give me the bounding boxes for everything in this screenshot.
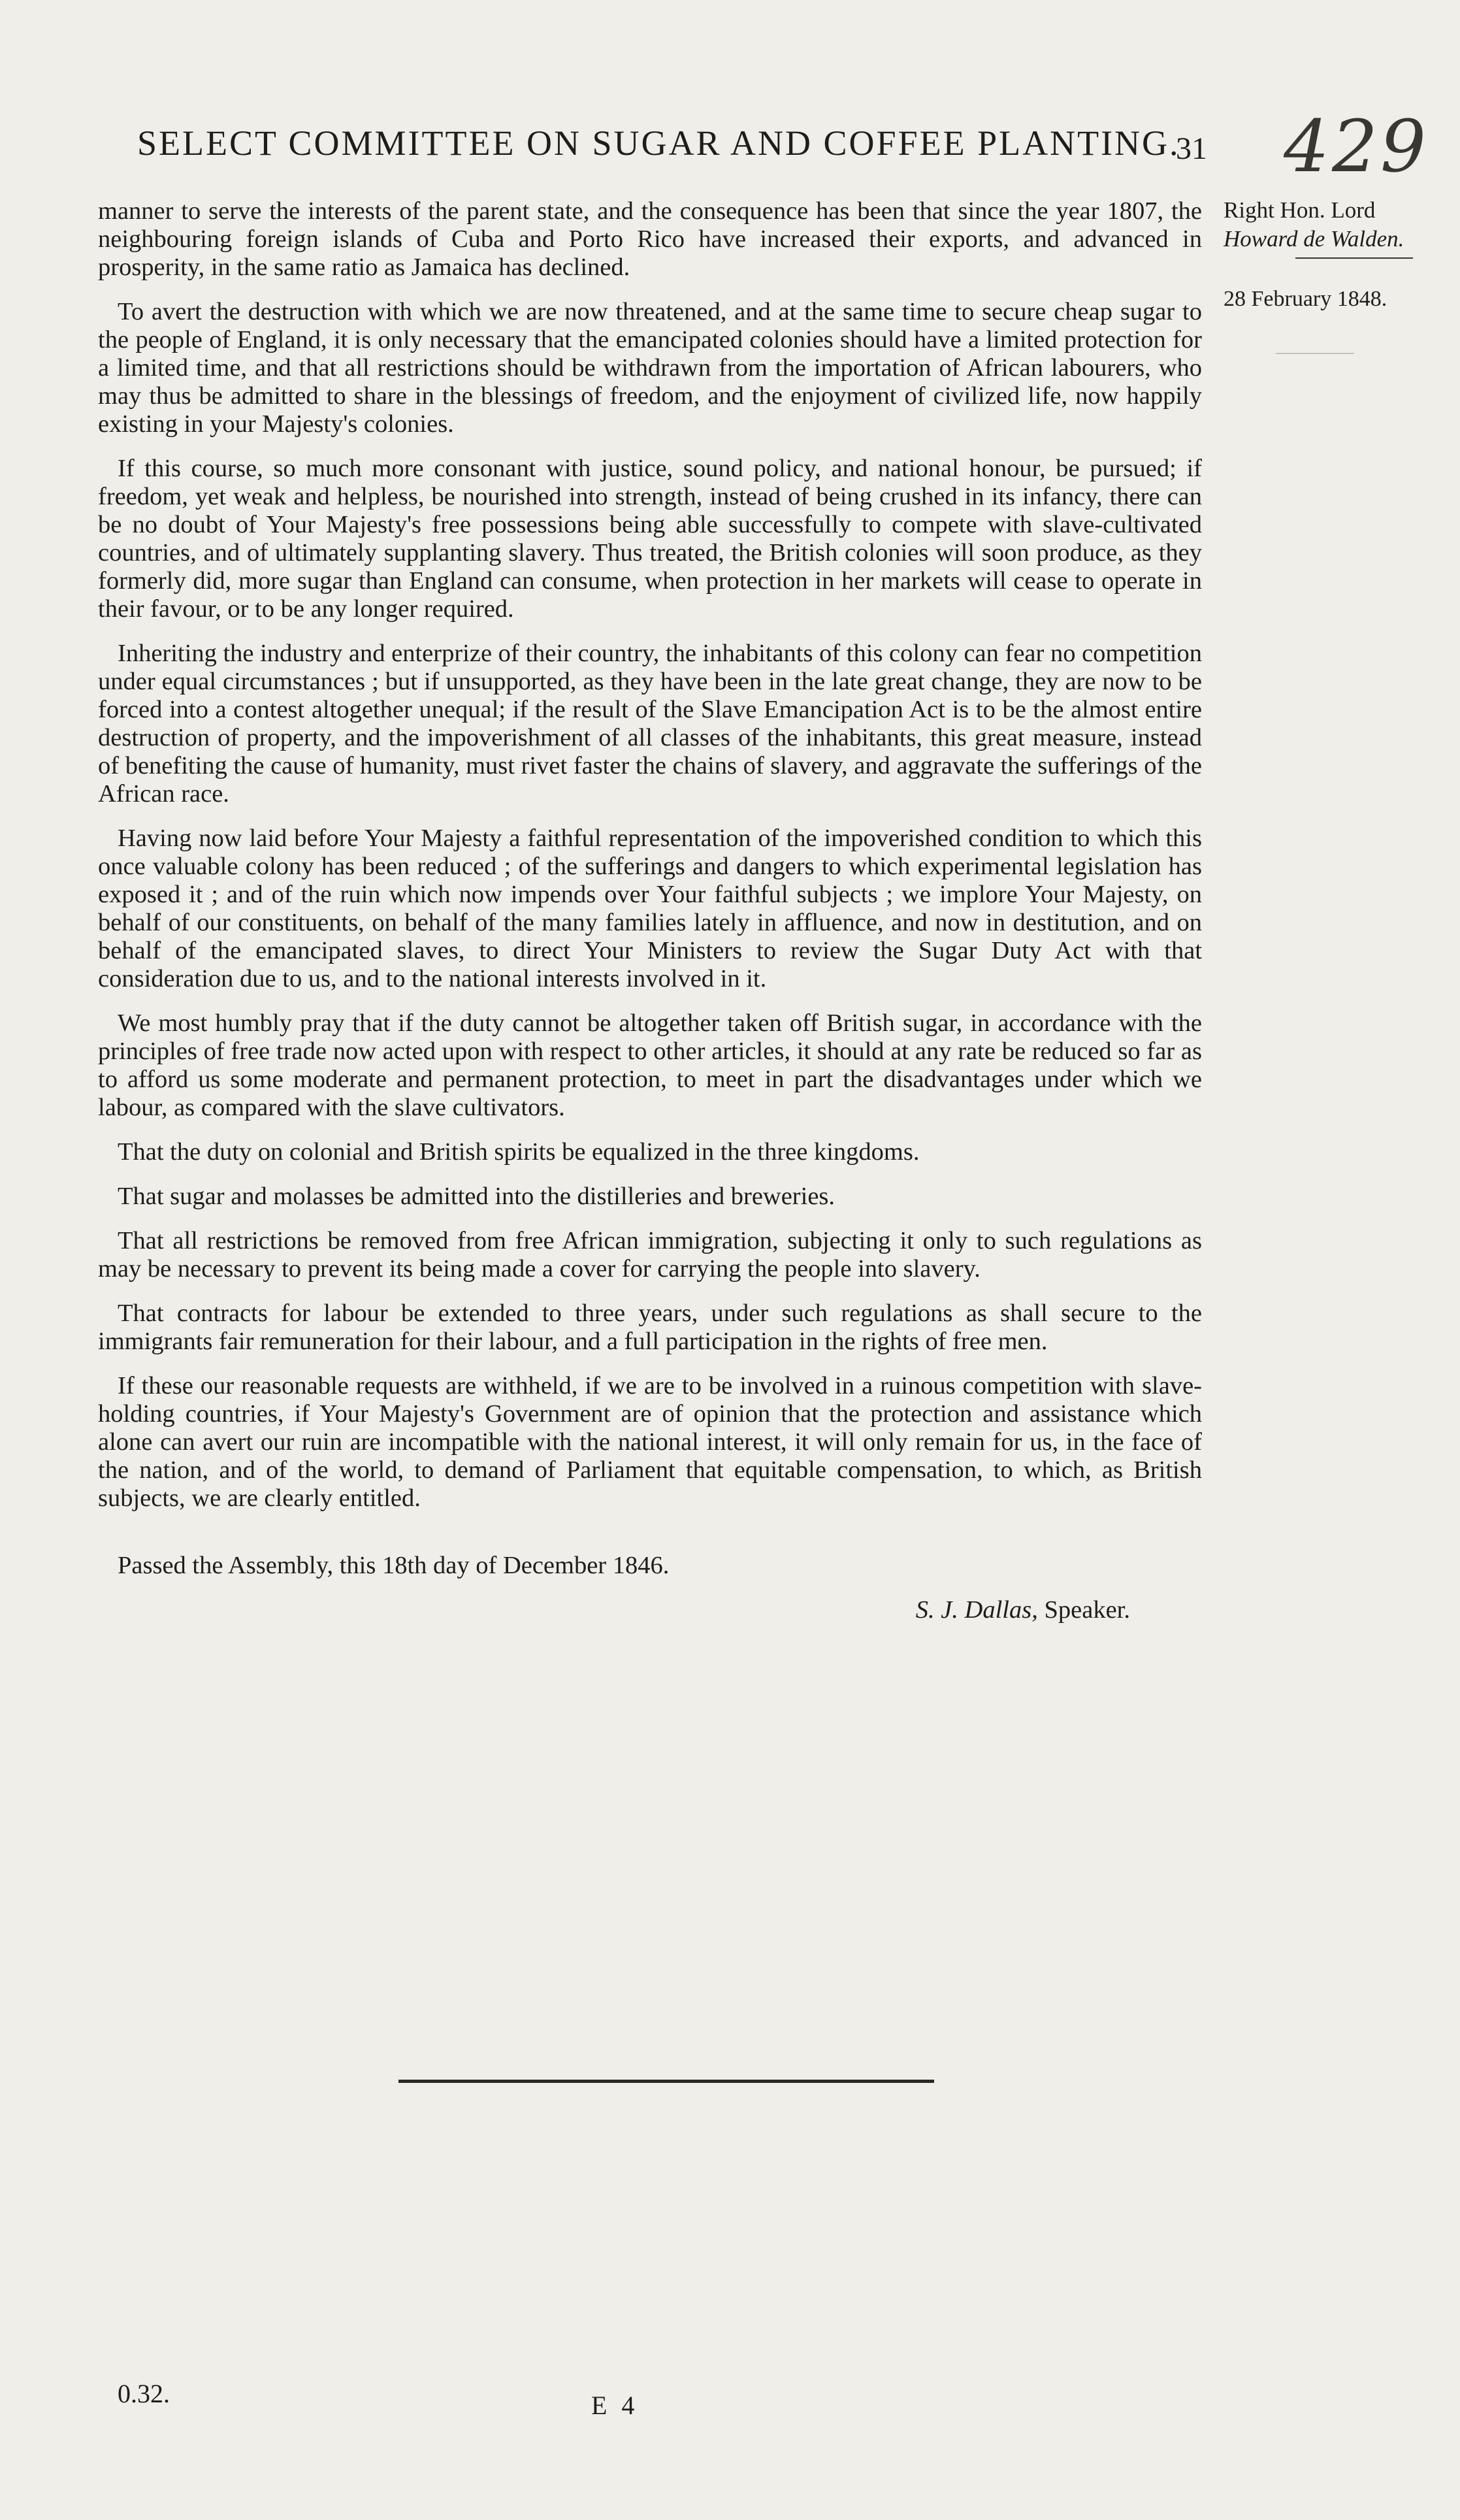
paragraph: manner to serve the interests of the parent state, and the consequence has been that since the year 1807, the neighbouring foreign islands of Cuba and Porto Rico have increased their exports, and advanced in prosperity, in the same ratio as Jamaica has declined. xyxy=(98,197,1202,281)
evidence-date: 28 February 1848. xyxy=(1224,287,1387,311)
passed-statement: Passed the Assembly, this 18th day of December 1846. xyxy=(118,1552,670,1579)
paragraph: That all restrictions be removed from free African immigration, subjecting it only to such regulations as may be necessary to prevent its being made a cover for carrying the people into slavery. xyxy=(98,1227,1202,1283)
paper-number: 0.32. xyxy=(118,2379,170,2408)
signature-line xyxy=(98,1596,1130,1624)
paragraph: That contracts for labour be extended to three years, under such regulations as shall secure to the immigrants fair remuneration for their labour, and a full participation in the rights of free men. xyxy=(98,1300,1202,1355)
running-header-title: SELECT COMMITTEE ON SUGAR AND COFFEE PLANTING. xyxy=(137,123,1180,163)
section-divider xyxy=(398,2080,934,2083)
paragraph: We most humbly pray that if the duty cannot be altogether taken off British sugar, in accordance with the principles of free trade now acted upon with respect to other articles, it should at any rate be reduced so far as to afford us some moderate and permanent protection, to meet in part the disadvantages under which we labour, as compared with the slave cultivators. xyxy=(98,1009,1202,1121)
paragraph: Having now laid before Your Majesty a faithful representation of the impoverished condition to which this once valuable colony has been reduced ; of the sufferings and dangers to which experimental legislation has exposed it ; and of the ruin which now impends over Your faithful subjects ; we implore Your Majesty, on behalf of our constituents, on behalf of the many families lately in affluence, and now in destitution, and on behalf of the emancipated slaves, to direct Your Ministers to review the Sugar Duty Act with that consideration due to us, and to the national interests involved in it. xyxy=(98,825,1202,992)
margin-rule-faint xyxy=(1276,353,1354,354)
margin-note xyxy=(1224,196,1449,354)
paragraph: That the duty on colonial and British spirits be equalized in the three kingdoms. xyxy=(118,1138,920,1166)
signatory-name: S. J. Dallas, xyxy=(915,1596,1038,1624)
witness-name: Howard de Walden. xyxy=(1224,226,1404,252)
witness-title: Right Hon. Lord xyxy=(1224,197,1376,223)
paragraph: That sugar and molasses be admitted into the distilleries and breweries. xyxy=(118,1183,835,1210)
paragraph: If this course, so much more consonant with justice, sound policy, and national honour, be pursued; if freedom, yet weak and helpless, be nourished into strength, instead of being crushed in its infancy, there can be no doubt of Your Majesty's free possessions being able successfully to compete with slave-cultivated countries, and of ultimately supplanting slavery. Thus treated, the British colonies will soon produce, as they formerly did, more sugar than England can consume, when protection in her markets will cease to operate in their favour, or to be any longer required. xyxy=(98,455,1202,623)
handwritten-folio-number: 429 xyxy=(1284,105,1429,188)
body-text xyxy=(98,197,1202,1624)
paragraph: If these our reasonable requests are withheld, if we are to be involved in a ruinous competition with slave-holding countries, if Your Majesty's Government are of opinion that the protection and assistance which alone can avert our ruin are incompatible with the national interest, it will only remain for us, in the face of the nation, and of the world, to demand of Parliament that equitable compensation, to which, as British subjects, we are clearly entitled. xyxy=(98,1372,1202,1512)
paragraph: Inheriting the industry and enterprize of their country, the inhabitants of this colony can fear no competition under equal circumstances ; but if unsupported, as they have been in the late great change, they are now to be forced into a contest altogether unequal; if the result of the Slave Emancipation Act is to be the almost entire destruction of property, and the impoverishment of all classes of the inhabitants, this great measure, instead of benefiting the cause of humanity, must rivet faster the chains of slavery, and aggravate the sufferings of the African race. xyxy=(98,640,1202,808)
signatory-role: Speaker. xyxy=(1044,1596,1130,1624)
signature-mark: E 4 xyxy=(591,2391,639,2420)
margin-rule xyxy=(1295,257,1413,259)
paragraph: To avert the destruction with which we are now threatened, and at the same time to secure cheap sugar to the people of England, it is only necessary that the emancipated colonies should have a limited protection for a limited time, and that all restrictions should be withdrawn from the importation of African labourers, who may thus be admitted to share in the blessings of freedom, and the enjoyment of civilized life, now happily existing in your Majesty's colonies. xyxy=(98,298,1202,438)
page-number: 31 xyxy=(1176,131,1207,166)
